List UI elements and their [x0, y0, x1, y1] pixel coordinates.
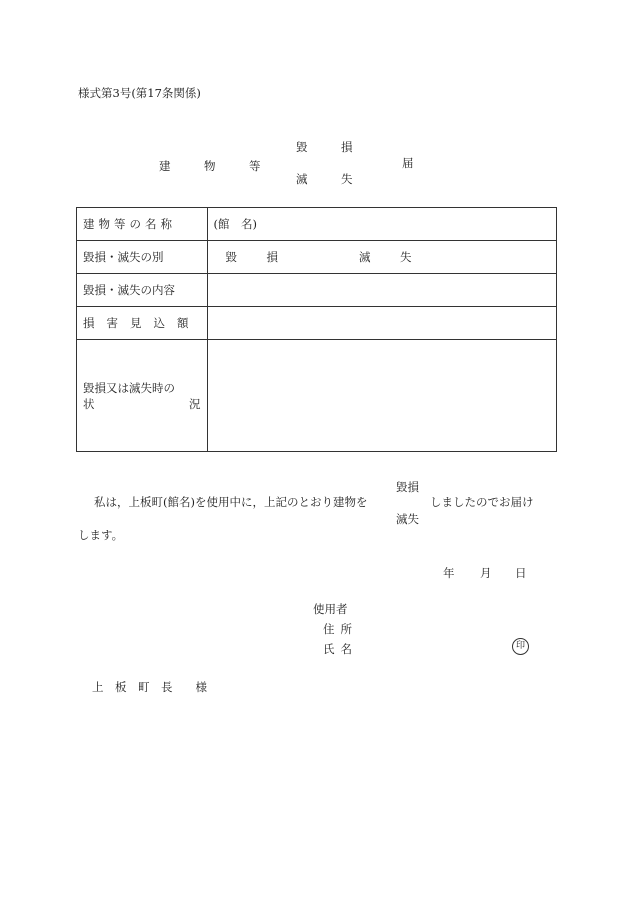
title-loss-char: 失 — [341, 172, 353, 186]
notification-table — [76, 207, 557, 452]
date-day: 日 — [515, 566, 527, 580]
row-label-building-name: 建物等の名称 — [77, 208, 208, 241]
table-row — [77, 274, 557, 307]
table-row — [77, 208, 557, 241]
table-row — [77, 307, 557, 340]
estimated-damage-field[interactable] — [207, 307, 557, 340]
option-loss[interactable]: 滅 失 — [359, 250, 421, 264]
declaration-continuation: します。 — [78, 528, 124, 542]
table-row — [77, 340, 557, 452]
form-title — [0, 139, 630, 189]
row-label-damage-content: 毀損・滅失の内容 — [77, 274, 208, 307]
damage-content-field[interactable] — [207, 274, 557, 307]
form-number: 様式第3号(第17条関係) — [78, 86, 201, 100]
title-char: 建 — [159, 159, 171, 173]
title-loss-char: 滅 — [296, 172, 308, 186]
declaration-option-damage: 毀損 — [396, 480, 419, 494]
seal-icon: 印 — [512, 638, 529, 655]
title-damage-char: 毀 — [296, 140, 308, 154]
addressee: 上 板 町 長 様 — [92, 680, 207, 694]
option-damage[interactable]: 毀 損 — [225, 250, 287, 264]
row-label-situation: 毀損又は滅失時の 状 況 — [77, 340, 208, 452]
address-label: 住所 — [323, 622, 358, 636]
title-damage-char: 損 — [341, 140, 353, 154]
title-char: 物 — [204, 159, 216, 173]
row-label-damage-type: 毀損・滅失の別 — [77, 241, 208, 274]
table-row — [77, 241, 557, 274]
declaration-option-loss: 滅失 — [396, 512, 419, 526]
date-year: 年 — [443, 566, 455, 580]
row-label-estimated-damage: 損害見込額 — [77, 307, 208, 340]
building-name-hint: (館 名) — [213, 217, 257, 231]
situation-field[interactable] — [207, 340, 557, 452]
damage-type-field[interactable] — [207, 241, 557, 274]
building-name-field[interactable] — [207, 208, 557, 241]
declaration-text: 私は，上板町(館名)を使用中に，上記のとおり建物を — [94, 495, 368, 509]
user-label: 使用者 — [313, 602, 348, 616]
declaration-text-end: しましたのでお届け — [430, 495, 534, 509]
date-month: 月 — [480, 566, 492, 580]
title-notification: 届 — [402, 156, 414, 170]
name-label: 氏名 — [323, 642, 358, 656]
title-char: 等 — [249, 159, 261, 173]
